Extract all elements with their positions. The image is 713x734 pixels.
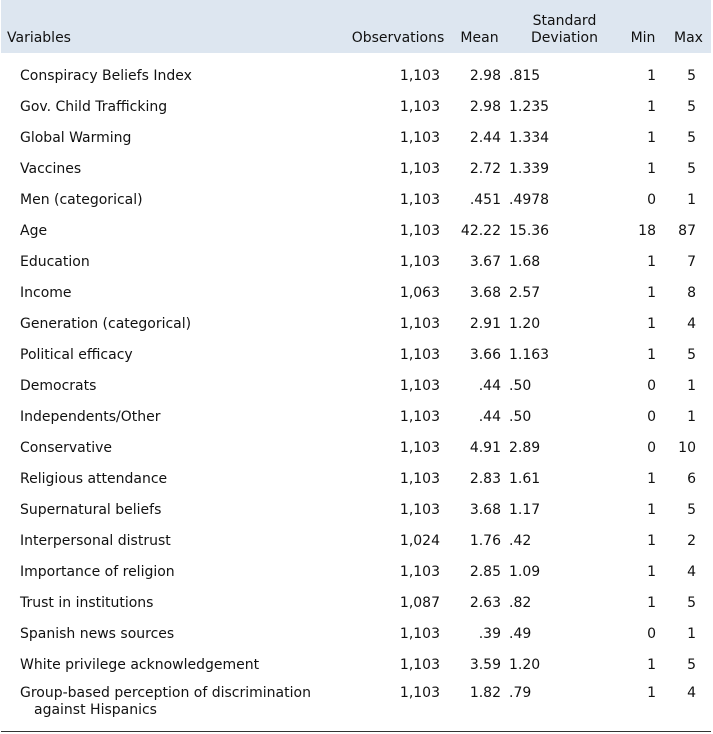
- table-row: [1, 557, 711, 588]
- cell-variable: Spanish news sources: [20, 626, 175, 642]
- cell-mean: 42.22: [460, 223, 501, 239]
- cell-max: 1: [687, 378, 696, 394]
- cell-mean: .451: [469, 192, 501, 208]
- table-row: [1, 526, 711, 557]
- cell-standard-deviation: .82: [509, 595, 532, 611]
- cell-variable: Conservative: [20, 440, 113, 456]
- table-row: [1, 650, 711, 681]
- cell-observations: 1,103: [399, 161, 440, 177]
- cell-mean: .44: [478, 378, 501, 394]
- descriptive-statistics-table: [1, 0, 711, 732]
- table-row: [1, 619, 711, 650]
- cell-max: 7: [687, 254, 696, 270]
- cell-observations: 1,103: [399, 99, 440, 115]
- table-row: [1, 309, 711, 340]
- table-row: [1, 216, 711, 247]
- cell-standard-deviation: 1.339: [509, 161, 550, 177]
- table-header: [1, 0, 711, 53]
- cell-max: 5: [687, 99, 696, 115]
- cell-mean: 3.66: [469, 347, 501, 363]
- cell-mean: 2.63: [469, 595, 501, 611]
- cell-mean: 3.68: [469, 502, 501, 518]
- header-observations: Observations: [351, 30, 445, 46]
- cell-min: 0: [647, 626, 656, 642]
- cell-max: 87: [678, 223, 696, 239]
- table-row: [1, 402, 711, 433]
- table-row: [1, 123, 711, 154]
- cell-observations: 1,103: [399, 657, 440, 673]
- cell-variable: Income: [20, 285, 72, 301]
- cell-max: 4: [687, 564, 696, 580]
- cell-max: 1: [687, 192, 696, 208]
- cell-min: 1: [647, 595, 656, 611]
- cell-observations: 1,103: [399, 130, 440, 146]
- cell-standard-deviation: 1.09: [509, 564, 541, 580]
- cell-standard-deviation: 1.235: [509, 99, 550, 115]
- cell-observations: 1,103: [399, 223, 440, 239]
- cell-observations: 1,103: [399, 685, 440, 701]
- cell-observations: 1,103: [399, 409, 440, 425]
- cell-observations: 1,024: [399, 533, 440, 549]
- cell-min: 1: [647, 347, 656, 363]
- cell-standard-deviation: 2.89: [509, 440, 541, 456]
- cell-variable: Conspiracy Beliefs Index: [20, 68, 192, 84]
- cell-mean: 2.85: [469, 564, 501, 580]
- cell-min: 1: [647, 285, 656, 301]
- cell-observations: 1,103: [399, 471, 440, 487]
- table-row: [1, 92, 711, 123]
- cell-observations: 1,087: [399, 595, 440, 611]
- cell-max: 10: [678, 440, 696, 456]
- cell-min: 1: [647, 68, 656, 84]
- cell-min: 1: [647, 316, 656, 332]
- cell-observations: 1,103: [399, 626, 440, 642]
- cell-min: 0: [647, 409, 656, 425]
- cell-variable: Democrats: [20, 378, 97, 394]
- cell-max: 5: [687, 502, 696, 518]
- cell-variable: Gov. Child Trafficking: [20, 99, 168, 115]
- cell-max: 1: [687, 409, 696, 425]
- table-row: [1, 340, 711, 371]
- cell-observations: 1,103: [399, 378, 440, 394]
- cell-mean: .39: [478, 626, 501, 642]
- table-row: [1, 464, 711, 495]
- cell-standard-deviation: 1.61: [509, 471, 541, 487]
- header-sd-line2: Deviation: [531, 30, 598, 46]
- cell-observations: 1,103: [399, 192, 440, 208]
- cell-min: 18: [638, 223, 656, 239]
- cell-min: 1: [647, 533, 656, 549]
- cell-variable: [1, 681, 346, 732]
- cell-min: 1: [647, 564, 656, 580]
- cell-standard-deviation: 1.17: [509, 502, 541, 518]
- cell-standard-deviation: 15.36: [509, 223, 550, 239]
- cell-min: 0: [647, 192, 656, 208]
- cell-variable: White privilege acknowledgement: [20, 657, 260, 673]
- cell-min: 1: [647, 685, 656, 701]
- cell-standard-deviation: .50: [509, 378, 532, 394]
- cell-observations: 1,103: [399, 68, 440, 84]
- cell-observations: 1,103: [399, 316, 440, 332]
- cell-max: 5: [687, 657, 696, 673]
- cell-variable: Supernatural beliefs: [20, 502, 162, 518]
- table-row: [1, 588, 711, 619]
- cell-variable: Trust in institutions: [20, 595, 154, 611]
- cell-variable: Men (categorical): [20, 192, 143, 208]
- cell-standard-deviation: .4978: [509, 192, 550, 208]
- cell-observations: 1,103: [399, 347, 440, 363]
- cell-variable: Generation (categorical): [20, 316, 192, 332]
- cell-mean: 2.83: [469, 471, 501, 487]
- table-row: [1, 433, 711, 464]
- cell-standard-deviation: 1.163: [509, 347, 550, 363]
- cell-min: 1: [647, 161, 656, 177]
- cell-variable: Global Warming: [20, 130, 132, 146]
- cell-max: 2: [687, 533, 696, 549]
- cell-mean: 1.76: [469, 533, 501, 549]
- cell-variable: Interpersonal distrust: [20, 533, 171, 549]
- cell-standard-deviation: .815: [509, 68, 541, 84]
- header-max: Max: [674, 30, 703, 46]
- cell-max: 4: [687, 316, 696, 332]
- cell-standard-deviation: 1.20: [509, 316, 541, 332]
- cell-max: 5: [687, 595, 696, 611]
- table-row: [1, 278, 711, 309]
- cell-standard-deviation: .49: [509, 626, 532, 642]
- cell-max: 4: [687, 685, 696, 701]
- header-sd-line1: Standard: [532, 13, 597, 29]
- cell-mean: 2.98: [469, 68, 501, 84]
- cell-variable: Religious attendance: [20, 471, 168, 487]
- cell-max: 8: [687, 285, 696, 301]
- cell-standard-deviation: .79: [509, 685, 532, 701]
- cell-observations: 1,103: [399, 564, 440, 580]
- cell-max: 1: [687, 626, 696, 642]
- cell-variable: Independents/Other: [20, 409, 161, 425]
- table-row: [1, 185, 711, 216]
- cell-observations: 1,103: [399, 254, 440, 270]
- header-standard-deviation: [509, 0, 620, 53]
- cell-mean: 2.72: [469, 161, 501, 177]
- cell-standard-deviation: 1.68: [509, 254, 541, 270]
- cell-min: 1: [647, 99, 656, 115]
- cell-mean: 4.91: [469, 440, 501, 456]
- cell-mean: .44: [478, 409, 501, 425]
- cell-max: 5: [687, 68, 696, 84]
- table-row: [1, 371, 711, 402]
- cell-min: 1: [647, 471, 656, 487]
- cell-mean: 2.44: [469, 130, 501, 146]
- table-row: [1, 495, 711, 526]
- table-row: [1, 681, 711, 732]
- cell-variable: Political efficacy: [20, 347, 133, 363]
- header-min: Min: [630, 30, 656, 46]
- cell-max: 5: [687, 161, 696, 177]
- cell-observations: 1,103: [399, 502, 440, 518]
- cell-standard-deviation: 1.20: [509, 657, 541, 673]
- cell-max: 5: [687, 130, 696, 146]
- cell-standard-deviation: 2.57: [509, 285, 541, 301]
- cell-min: 1: [647, 657, 656, 673]
- cell-mean: 3.59: [469, 657, 501, 673]
- cell-min: 1: [647, 130, 656, 146]
- cell-observations: 1,063: [399, 285, 440, 301]
- cell-min: 0: [647, 440, 656, 456]
- cell-standard-deviation: .50: [509, 409, 532, 425]
- cell-variable: Age: [20, 223, 48, 239]
- cell-variable: Education: [20, 254, 90, 270]
- cell-max: 5: [687, 347, 696, 363]
- table-row: [1, 247, 711, 278]
- cell-min: 1: [647, 254, 656, 270]
- table-body: [1, 53, 711, 732]
- cell-mean: 2.98: [469, 99, 501, 115]
- header-row: [1, 0, 711, 53]
- cell-variable: Importance of religion: [20, 564, 175, 580]
- cell-mean: 2.91: [469, 316, 501, 332]
- table-row: [1, 154, 711, 185]
- header-variables: Variables: [7, 30, 71, 46]
- cell-standard-deviation: 1.334: [509, 130, 550, 146]
- table-row: [1, 53, 711, 92]
- cell-variable-line2: against Hispanics: [34, 702, 157, 718]
- cell-mean: 1.82: [469, 685, 501, 701]
- cell-mean: 3.67: [469, 254, 501, 270]
- cell-mean: 3.68: [469, 285, 501, 301]
- cell-observations: 1,103: [399, 440, 440, 456]
- cell-min: 0: [647, 378, 656, 394]
- cell-max: 6: [687, 471, 696, 487]
- cell-min: 1: [647, 502, 656, 518]
- cell-variable-line1: Group-based perception of discrimination: [20, 685, 311, 701]
- cell-standard-deviation: .42: [509, 533, 532, 549]
- header-mean: Mean: [460, 30, 499, 46]
- cell-variable: Vaccines: [20, 161, 82, 177]
